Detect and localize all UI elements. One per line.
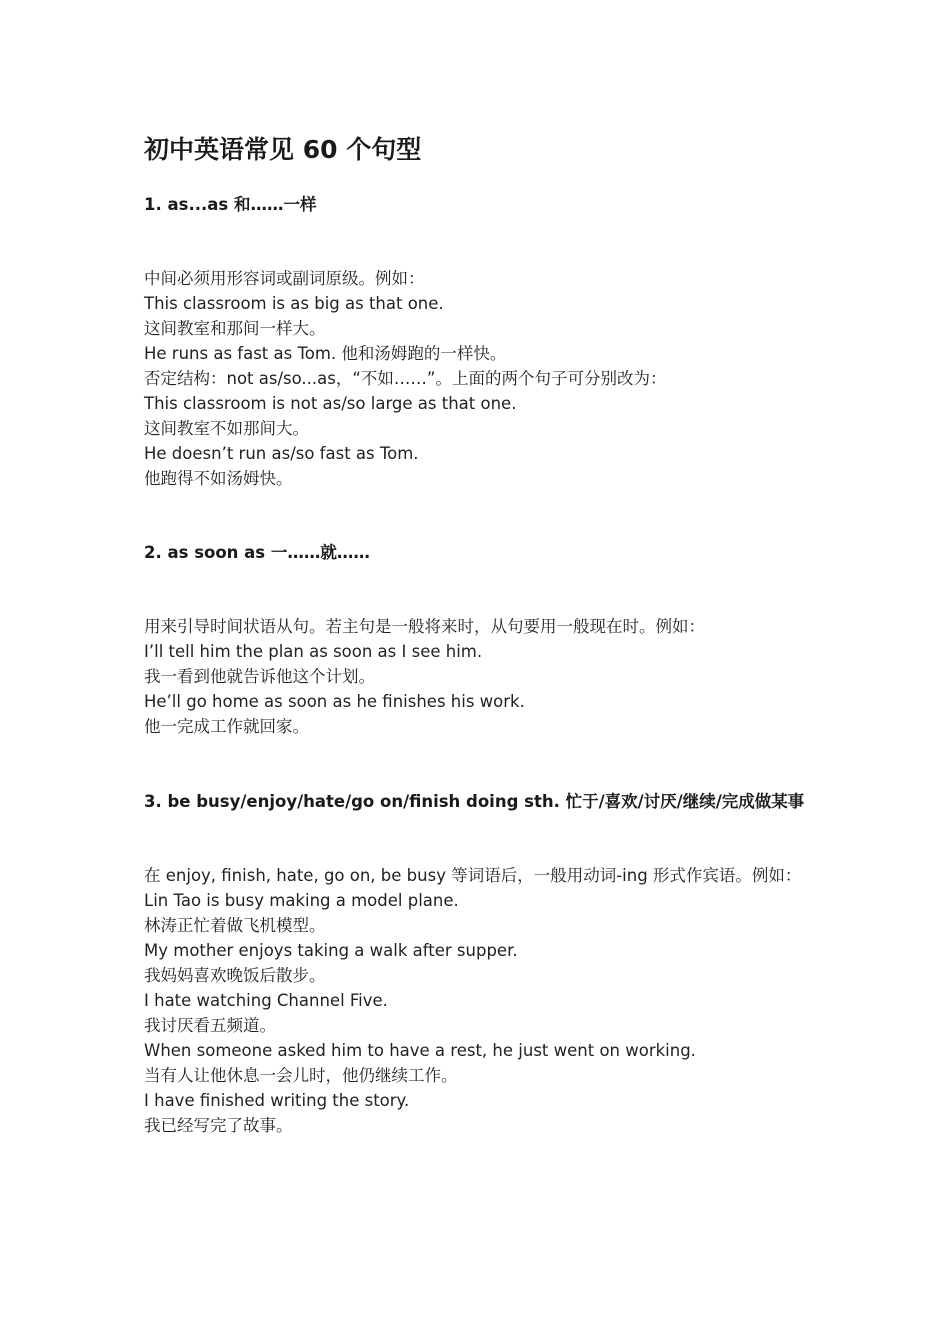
body-line: 在 enjoy, finish, hate, go on, be busy 等词语后，一般用动词-ing 形式作宾语。例如： [144,866,802,885]
body-line: 我一看到他就告诉他这个计划。 [144,667,375,686]
section-as-as [144,192,812,491]
section-heading: 2. as soon as 一……就…… [144,543,370,562]
section-heading: 1. as...as 和……一样 [144,195,317,214]
section-body [144,614,812,739]
body-line: He runs as fast as Tom. 他和汤姆跑的一样快。 [144,344,507,363]
body-line: 他一完成工作就回家。 [144,717,309,736]
body-line: 林涛正忙着做飞机模型。 [144,916,326,935]
body-line: 这间教室和那间一样大。 [144,319,326,338]
body-line: This classroom is as big as that one. [144,294,444,313]
body-line: I hate watching Channel Five. [144,991,388,1010]
body-line: 当有人让他休息一会儿时，他仍继续工作。 [144,1066,458,1085]
document-title: 初中英语常见 60 个句型 [144,135,422,164]
section-body [144,266,812,491]
body-line: 中间必须用形容词或副词原级。例如： [144,269,425,288]
body-line: 我妈妈喜欢晚饭后散步。 [144,966,326,985]
body-line: He doesn’t run as/so fast as Tom. [144,444,419,463]
body-line: 否定结构：not as/so...as，“不如……”。上面的两个句子可分别改为： [144,369,667,388]
section-doing-sth [144,789,812,1138]
body-line: 这间教室不如那间大。 [144,419,309,438]
body-line: 用来引导时间状语从句。若主句是一般将来时，从句要用一般现在时。例如： [144,617,705,636]
body-line: When someone asked him to have a rest, he just went on working. [144,1041,696,1060]
body-line: Lin Tao is busy making a model plane. [144,891,459,910]
section-body [144,863,812,1138]
body-line: 他跑得不如汤姆快。 [144,469,293,488]
body-line: I have finished writing the story. [144,1091,410,1110]
section-heading: 3. be busy/enjoy/hate/go on/finish doing sth. 忙于/喜欢/讨厌/继续/完成做某事 [144,792,805,811]
section-as-soon-as [144,540,812,739]
body-line: I’ll tell him the plan as soon as I see him. [144,642,483,661]
body-line: 我讨厌看五频道。 [144,1016,276,1035]
body-line: 我已经写完了故事。 [144,1116,293,1135]
body-line: My mother enjoys taking a walk after supper. [144,941,518,960]
body-line: This classroom is not as/so large as that one. [144,394,517,413]
body-line: He’ll go home as soon as he finishes his work. [144,692,525,711]
